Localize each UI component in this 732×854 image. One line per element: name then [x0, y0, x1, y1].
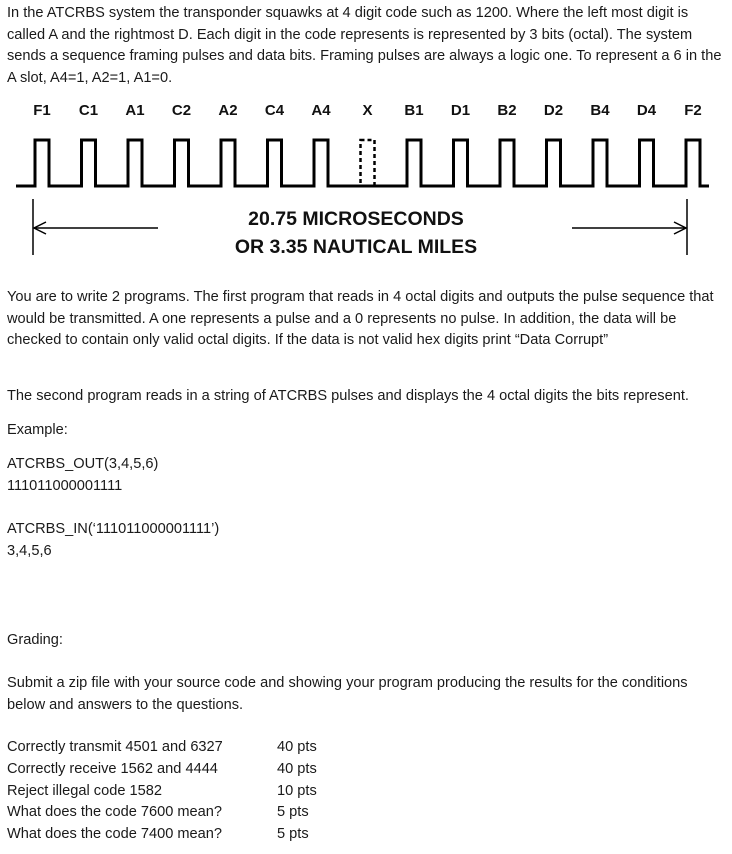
- pulse-x-spare: [361, 140, 375, 186]
- bit-label-b4: B4: [590, 102, 610, 119]
- bit-label-x: X: [362, 102, 373, 119]
- bit-labels: [33, 102, 702, 119]
- grade-points: 40 pts: [277, 739, 317, 755]
- bit-label-f1: F1: [33, 102, 51, 119]
- submission-instructions: Submit a zip file with your source code and showing your program producing the results for the conditions below and answers to the questions.: [7, 675, 688, 713]
- atcrbs-pulse-diagram: [0, 96, 732, 264]
- grade-task: What does the code 7600 mean?: [7, 804, 223, 820]
- bit-label-b1: B1: [404, 102, 424, 119]
- grade-task: Correctly transmit 4501 and 6327: [7, 739, 223, 755]
- example-out-result: 111011000001111: [7, 478, 123, 494]
- bit-label-c2: C2: [171, 102, 192, 119]
- grade-task: Correctly receive 1562 and 4444: [7, 761, 218, 777]
- example-in-result: 3,4,5,6: [7, 543, 52, 559]
- bit-label-d2: D2: [543, 102, 564, 119]
- intro-paragraph: In the ATCRBS system the transponder squawks at 4 digit code such as 1200. Where the left most digit is called A and the rightmost D. Each digit in the code represents is represented by 3 bits (octal). The system sends a sequence framing pulses and data bits. Framing pulses are always a logic one. To represent a 6 in the A slot, A4=1, A2=1, A1=0.: [7, 5, 722, 86]
- grade-points: 10 pts: [277, 783, 317, 799]
- grade-points: 40 pts: [277, 761, 317, 777]
- bit-label-f2: F2: [684, 102, 702, 119]
- duration-nautical-miles: OR 3.35 NAUTICAL MILES: [234, 236, 478, 258]
- second-program-description: The second program reads in a string of ATCRBS pulses and displays the 4 octal digits the bits represent.: [7, 388, 689, 404]
- example-heading: Example:: [7, 422, 68, 438]
- grade-points: 5 pts: [277, 826, 309, 842]
- duration-microseconds: 20.75 MICROSECONDS: [248, 208, 464, 230]
- grade-points: 5 pts: [277, 804, 309, 820]
- example-out-call: ATCRBS_OUT(3,4,5,6): [7, 456, 159, 472]
- bit-label-b2: B2: [497, 102, 517, 119]
- bit-label-d4: D4: [636, 102, 657, 119]
- bit-label-c1: C1: [78, 102, 99, 119]
- bit-label-c4: C4: [264, 102, 285, 119]
- bit-label-a4: A4: [311, 102, 331, 119]
- pulse-waveform: [16, 140, 709, 186]
- pulse-train: [16, 140, 709, 186]
- bit-label-d1: D1: [450, 102, 471, 119]
- bit-label-a1: A1: [125, 102, 145, 119]
- example-in-call: ATCRBS_IN(‘111011000001111’): [7, 521, 220, 537]
- grade-task: What does the code 7400 mean?: [7, 826, 223, 842]
- programs-description: You are to write 2 programs. The first program that reads in 4 octal digits and outputs the pulse sequence that would be transmitted. A one represents a pulse and a 0 represents no pulse. In addition, the data will be checked to contain only valid octal digits. If the data is not valid hex digits print “Data Corrupt”: [7, 289, 714, 348]
- bit-label-a2: A2: [218, 102, 238, 119]
- grade-task: Reject illegal code 1582: [7, 783, 162, 799]
- grading-heading: Grading:: [7, 632, 63, 648]
